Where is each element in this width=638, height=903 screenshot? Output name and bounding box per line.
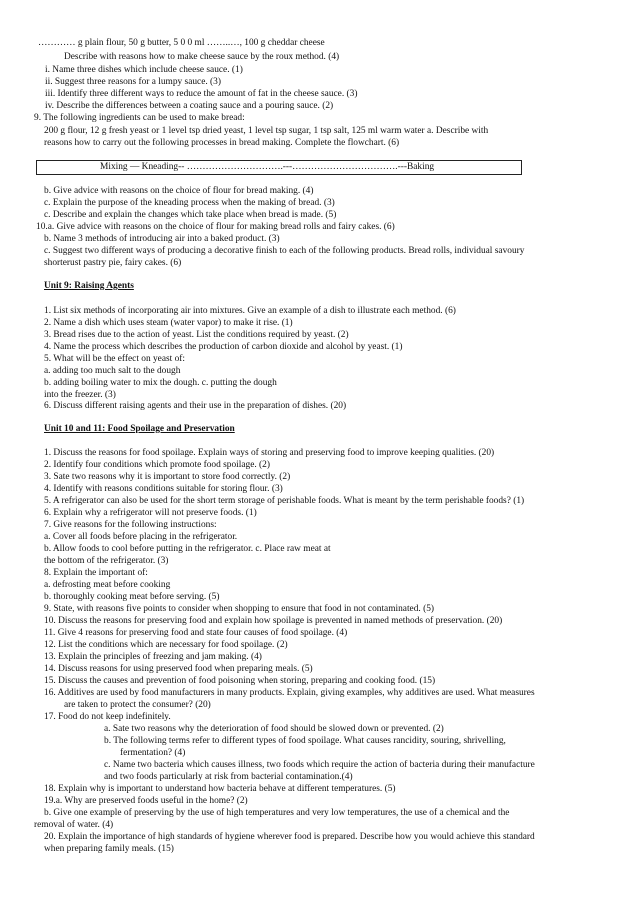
q8-part-i: i. Name three dishes which include cheese sauce. (1) [45, 65, 243, 75]
unit10-q19-b-cont: removal of water. (4) [34, 820, 114, 830]
q9-ingredients: 200 g flour, 12 g fresh yeast or 1 level tsp dried yeast, 1 level tsp sugar, 1 tsp salt, 125 ml warm water a. Describe with [44, 126, 489, 136]
unit10-q20-cont: when preparing family meals. (15) [44, 844, 174, 854]
q8-part-iii: iii. Identify three different ways to reduce the amount of fat in the cheese sauce. (3) [45, 89, 358, 99]
unit10-q7-c: the bottom of the refrigerator. (3) [44, 556, 169, 566]
unit9-q2: 2. Name a dish which uses steam (water vapor) to make it rise. (1) [44, 318, 293, 328]
unit10-q16: 16. Additives are used by food manufacturers in many products. Explain, giving examples, why additives are used. What measures [44, 688, 535, 698]
unit9-heading: Unit 9: Raising Agents [44, 281, 134, 291]
unit10-q9: 9. State, with reasons five points to consider when shopping to ensure that food in not contaminated. (5) [44, 604, 435, 614]
unit10-q15: 15. Discuss the causes and prevention of food poisoning when storing, preparing and cooking food. (15) [44, 676, 436, 686]
unit10-q3: 3. Sate two reasons why it is important to store food correctly. (2) [44, 472, 291, 482]
unit10-q4: 4. Identify with reasons conditions suitable for storing flour. (3) [44, 484, 283, 494]
unit9-q4: 4. Name the process which describes the production of carbon dioxide and alcohol by yeast. (1) [44, 342, 403, 352]
q8-part-iv: iv. Describe the differences between a coating sauce and a pouring sauce. (2) [45, 101, 334, 111]
unit10-q12: 12. List the conditions which are necessary for food spoilage. (2) [44, 640, 288, 650]
q10-part-c: c. Suggest two different ways of producing a decorative finish to each of the following products. Bread rolls, individual savoury [44, 246, 525, 256]
unit10-q8-a: a. defrosting meat before cooking [44, 580, 171, 590]
q9-instruction: reasons how to carry out the following processes in bread making. Complete the flowchart. (6) [44, 138, 400, 148]
unit10-q7-a: a. Cover all foods before placing in the refrigerator. [44, 532, 238, 542]
unit10-q8: 8. Explain the important of: [44, 568, 148, 578]
q9-part-c: c. Explain the purpose of the kneading process when the making of bread. (3) [44, 198, 335, 208]
q8-roux-question: Describe with reasons how to make cheese sauce by the roux method. (4) [64, 52, 340, 62]
unit10-q6: 6. Explain why a refrigerator will not preserve foods. (1) [44, 508, 257, 518]
q9-heading: 9. The following ingredients can be used to make bread: [34, 113, 245, 123]
q9-part-c2: c. Describe and explain the changes which take place when bread is made. (5) [44, 210, 337, 220]
unit9-q5-a: a. adding too much salt to the dough [44, 366, 181, 376]
unit10-q5: 5. A refrigerator can also be used for the short term storage of perishable foods. What is meant by the term perishable foods? (1) [44, 496, 525, 506]
unit9-q6: 6. Discuss different raising agents and their use in the preparation of dishes. (20) [44, 401, 347, 411]
unit10-q7-b: b. Allow foods to cool before putting in the refrigerator. c. Place raw meat at [44, 544, 331, 554]
q10-part-b: b. Name 3 methods of introducing air into a baked product. (3) [44, 234, 280, 244]
q9-part-b: b. Give advice with reasons on the choice of flour for bread making. (4) [44, 186, 314, 196]
unit10-q17-c: c. Name two bacteria which causes illness, two foods which require the action of bacteria during their manufacture [104, 760, 535, 770]
unit9-q3: 3. Bread rises due to the action of yeast. List the conditions required by yeast. (2) [44, 330, 349, 340]
unit10-q19-b: b. Give one example of preserving by the use of high temperatures and very low temperatures, the use of a chemical and the [44, 808, 510, 818]
unit10-q17: 17. Food do not keep indefinitely. [44, 712, 171, 722]
unit9-q5: 5. What will be the effect on yeast of: [44, 354, 186, 364]
unit10-q17-b-cont: fermentation? (4) [120, 748, 186, 758]
flowchart-text: Mixing — Kneading-- ………………………….---…………………………….---Baking [100, 162, 435, 172]
unit10-q17-b: b. The following terms refer to different types of food spoilage. What causes rancidity, souring, shrivelling, [104, 736, 506, 746]
q10-part-a: 10.a. Give advice with reasons on the choice of flour for making bread rolls and fairy cakes. (6) [36, 222, 395, 232]
unit10-q16-cont: are taken to protect the consumer? (20) [64, 700, 211, 710]
unit9-q1: 1. List six methods of incorporating air into mixtures. Give an example of a dish to illustrate each method. (6) [44, 306, 456, 316]
unit10-q17-a: a. Sate two reasons why the deterioration of food should be slowed down or prevented. (2) [104, 724, 444, 734]
unit10-q13: 13. Explain the principles of freezing and jam making. (4) [44, 652, 262, 662]
unit10-q14: 14. Discuss reasons for using preserved food when preparing meals. (5) [44, 664, 313, 674]
unit10-q8-b: b. thoroughly cooking meat before serving. (5) [44, 592, 220, 602]
q8-part-ii: ii. Suggest three reasons for a lumpy sauce. (3) [45, 77, 221, 87]
unit10-q19-a: 19.a. Why are preserved foods useful in the home? (2) [44, 796, 248, 806]
unit10-q10: 10. Discuss the reasons for preserving food and explain how spoilage is prevented in named methods of preservation. (20) [44, 616, 503, 626]
unit10-q17-c-cont: and two foods particularly at risk from bacterial contamination.(4) [104, 772, 353, 782]
unit10-q11: 11. Give 4 reasons for preserving food and state four causes of food spoilage. (4) [44, 628, 348, 638]
unit10-q18: 18. Explain why is important to understand how bacteria behave at different temperatures. (5) [44, 784, 396, 794]
unit9-q5-c: into the freezer. (3) [44, 390, 116, 400]
q8-ingredients-line: ………… g plain flour, 50 g butter, 5 0 0 ml ……..…, 100 g cheddar cheese [38, 38, 325, 48]
unit10-q7: 7. Give reasons for the following instructions: [44, 520, 217, 530]
unit10-q1: 1. Discuss the reasons for food spoilage. Explain ways of storing and preserving food to improve keeping qualities. (20) [44, 448, 495, 458]
unit10-q2: 2. Identify four conditions which promote food spoilage. (2) [44, 460, 270, 470]
unit9-q5-b: b. adding boiling water to mix the dough. c. putting the dough [44, 378, 277, 388]
unit10-heading: Unit 10 and 11: Food Spoilage and Preservation [44, 424, 235, 434]
unit10-q20: 20. Explain the importance of high standards of hygiene wherever food is prepared. Describe how you would achieve this standard [44, 832, 535, 842]
q10-part-c-cont: shorterust pastry pie, fairy cakes. (6) [44, 258, 182, 268]
